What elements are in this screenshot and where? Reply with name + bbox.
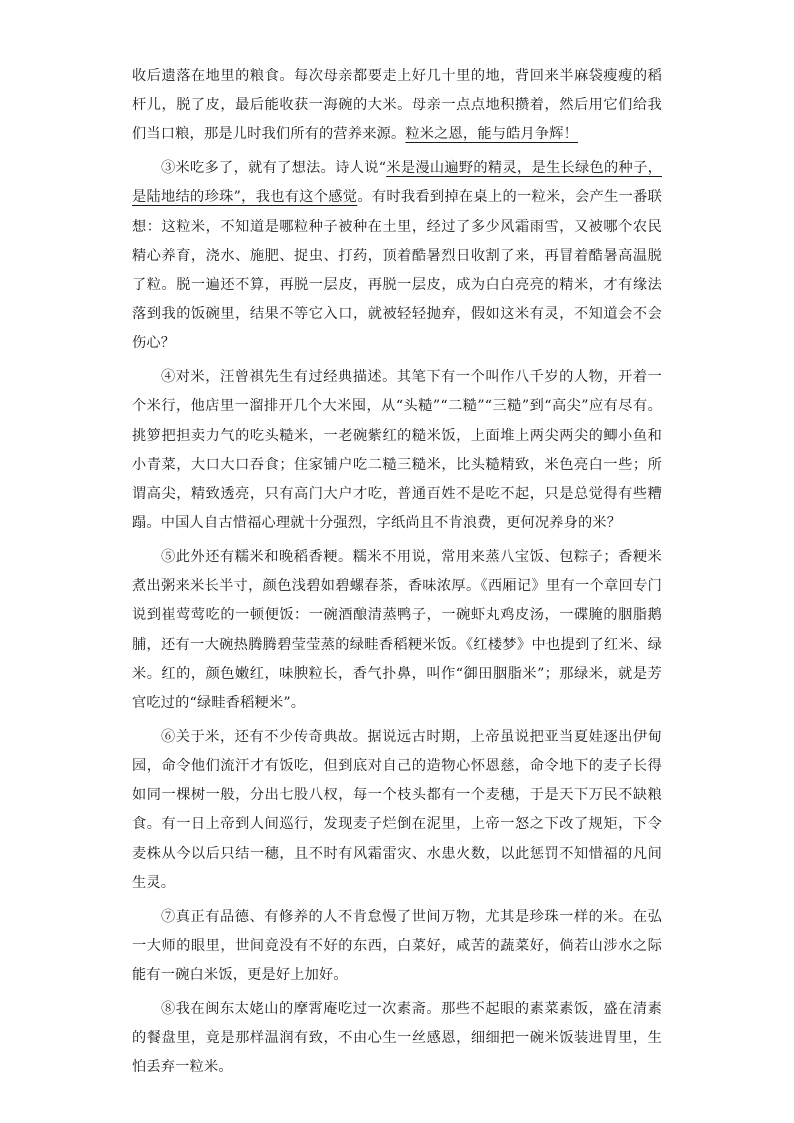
paragraph-5	[132, 543, 662, 718]
text-run: ⑥关于米，还有不少传奇典故。据说远古时期，上帝虽说把亚当夏娃逐出伊甸园，命令他们流汗才有饭吃，但到底对自己的造物心怀恩慈，命令地下的麦子长得如同一棵树一般，分出七股八杈，每一个枝头都有一个麦穗，于是天下万民不缺粮食。有一日上帝到人间巡行，发现麦子烂倒在泥里，上帝一怒之下改了规矩，下令麦株从今以后只结一穗，且不时有风霜雷灾、水患火数，以此惩罚不知惜福的凡间生灵。	[132, 728, 662, 891]
text-run: ⑤此外还有糯米和晚稻香粳。糯米不用说，常用来蒸八宝饭、包粽子；香粳米煮出粥来米长半寸，颜色浅碧如碧螺春茶，香味浓厚。《西厢记》里有一个章回专门说到崔莺莺吃的一顿便饭：一碗酒酿清蒸鸭子，一碗虾丸鸡皮汤，一碟腌的胭脂鹅脯，还有一大碗热腾腾碧莹莹蒸的绿畦香稻粳米饭。《红楼梦》中也提到了红米、绿米。红的，颜色嫩红，味腴粒长，香气扑鼻，叫作“御田胭脂米”；那绿米，就是芳官吃过的“绿畦香稻粳米”。	[132, 549, 662, 712]
paragraph-3	[132, 154, 662, 358]
text-run: 。有时我看到掉在桌上的一粒米，会产生一番联想：这粒米，不知道是哪粒种子被种在土里，经过了多少风霜雨雪，又被哪个农民精心养育，浇水、施肥、捉虫、打药，顶着酷暑烈日收割了来，再冒着酷暑高温脱了粒。脱一遍还不算，再脱一层皮，再脱一层皮，成为白白亮亮的精米，才有缘法落到我的饭碗里，结果不等它入口，就被轻轻抛弃，假如这米有灵，不知道会不会伤心？	[132, 189, 662, 352]
underlined-text-run: 米是漫山遍野的精灵，是生长绿色的种子，是陆地结的珍珠”，我也有这个感觉	[132, 160, 662, 206]
text-run: ⑧我在闽东太姥山的摩霄庵吃过一次素斋。那些不起眼的素菜素饭，盛在清素的餐盘里，竟是那样温润有致，不由心生一丝感恩，细细把一碗米饭装进胃里，生怕丢弃一粒米。	[132, 1000, 662, 1076]
paragraph-8	[132, 995, 662, 1083]
text-run: ③米吃多了，就有了想法。诗人说“	[161, 160, 387, 177]
text-run: 收后遗落在地里的粮食。每次母亲都要走上好几十里的地，背回来半麻袋瘦瘦的稻杆儿，脱了皮，最后能收获一海碗的大米。母亲一点点地积攒着，然后用它们给我们当口粮，那是儿时我们所有的营养来源。	[132, 68, 662, 143]
text-run: ⑦真正有品德、有修养的人不肯怠慢了世间万物，尤其是珍珠一样的米。在弘一大师的眼里，世间竟没有不好的东西，白菜好，咸苦的蔬菜好，倘若山涉水之际能有一碗白米饭，更是好上加好。	[132, 908, 662, 984]
paragraph-4	[132, 363, 662, 538]
paragraph-continuation	[132, 62, 662, 150]
underlined-text-run: 粒米之恩，能与皓月争辉！	[405, 126, 579, 143]
paragraph-7	[132, 903, 662, 991]
document-page	[132, 62, 662, 1082]
text-run: ④对米，汪曾祺先生有过经典描述。其笔下有一个叫作八千岁的人物，开着一个米行，他店里一溜排开几个大米囤，从“头糙”“二糙”“三糙”到“高尖”应有尽有。挑箩把担卖力气的吃头糙米，一老碗紫红的糙米饭，上面堆上两尖两尖的鲫小鱼和小青菜，大口大口吞食；住家铺户吃二糙三糙米，比头糙精致，米色亮白一些；所谓高尖，精致透亮，只有高门大户才吃，普通百姓不是吃不起，只是总觉得有些糟蹋。中国人自古惜福心理就十分强烈，字纸尚且不肯浪费，更何况养身的米？	[132, 369, 662, 532]
paragraph-6	[132, 723, 662, 898]
